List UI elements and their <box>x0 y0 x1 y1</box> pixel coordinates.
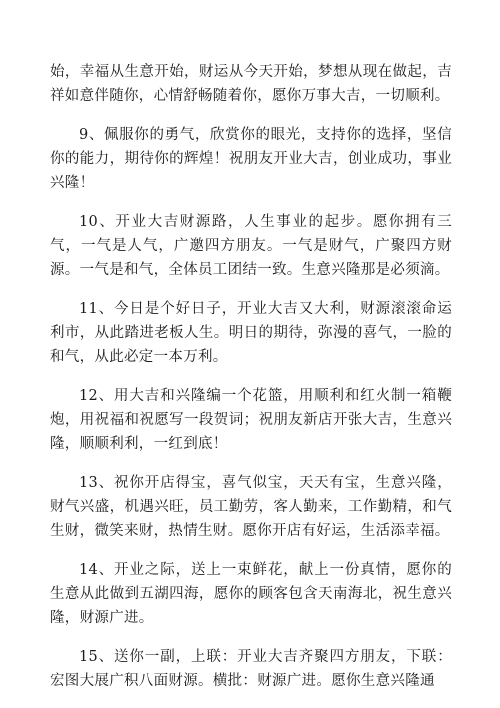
paragraph-continued: 始，幸福从生意开始，财运从今天开始，梦想从现在做起，吉祥如意伴随你，心情舒畅随着你，愿你万事大吉，一切顺利。 <box>50 64 452 104</box>
paragraph-12: 12、用大吉和兴隆编一个花篮，用顺利和红火制一箱鞭炮，用祝福和祝愿写一段贺词；祝朋友新店开张大吉，生意兴隆，顺顺利利，一红到底！ <box>50 388 452 452</box>
paragraph-15: 15、送你一副，上联：开业大吉齐聚四方朋友，下联：宏图大展广积八面财源。横批：财源广进。愿你生意兴隆通 <box>50 649 452 689</box>
paragraph-9: 9、佩服你的勇气，欣赏你的眼光，支持你的选择，坚信你的能力，期待你的辉煌！祝朋友开业大吉，创业成功，事业兴隆！ <box>50 127 452 191</box>
paragraph-14: 14、开业之际，送上一束鲜花，献上一份真情，愿你的生意从此做到五湖四海，愿你的顾客包含天南海北，祝生意兴隆，财源广进。 <box>50 562 452 626</box>
paragraph-13: 13、祝你开店得宝，喜气似宝，天天有宝，生意兴隆，财气兴盛，机遇兴旺，员工勤劳，客人勤来，工作勤精，和气生财，微笑来财，热情生财。愿你开店有好运，生活添幸福。 <box>50 475 452 539</box>
paragraph-11: 11、今日是个好日子，开业大吉又大利，财源滚滚命运利市，从此踏进老板人生。明日的期待，弥漫的喜气，一脸的和气，从此必定一本万利。 <box>50 301 452 365</box>
page-top-margin <box>0 0 500 12</box>
document-body <box>50 60 452 708</box>
paragraph-10: 10、开业大吉财源路，人生事业的起步。愿你拥有三气，一气是人气，广邀四方朋友。一气是财气，广聚四方财源。一气是和气，全体员工团结一致。生意兴隆那是必须滴。 <box>50 214 452 278</box>
